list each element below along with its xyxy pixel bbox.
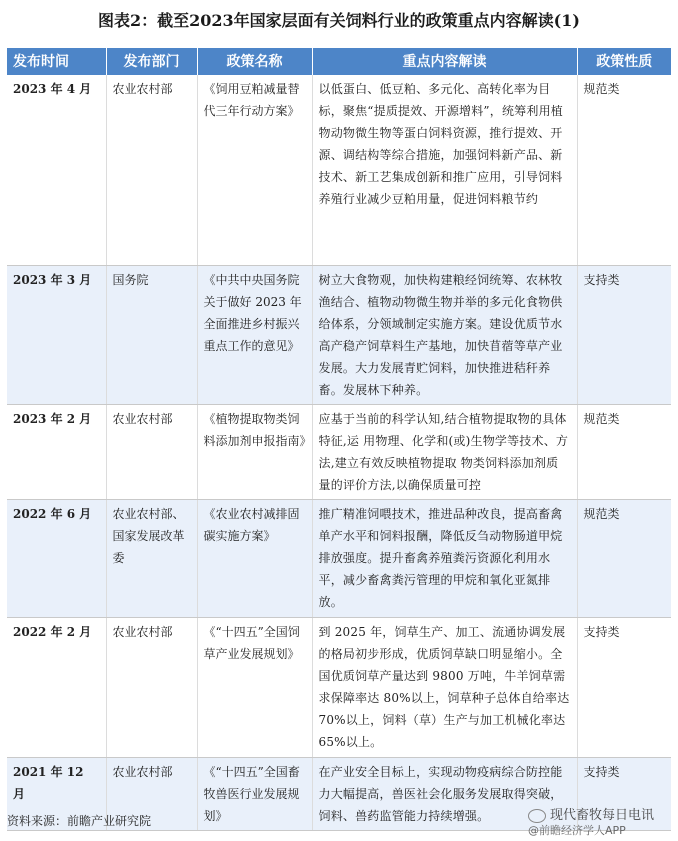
row-policy-name: 《中共中央国务院关于做好 2023 年全面推进乡村振兴重点工作的意见》 bbox=[197, 265, 312, 404]
row-content: 应基于当前的科学认知,结合植物提取物的具体特征,运 用物理、化学和(或)生物学等技术、方法,建立有效反映植物提取 物类饲料添加剂质量的评价方法,以确保质量可控 bbox=[312, 404, 577, 499]
row-policy-name: 《“十四五”全国畜牧兽医行业发展规划》 bbox=[197, 757, 312, 830]
row-dept: 农业农村部 bbox=[106, 75, 197, 265]
row-type: 支持类 bbox=[577, 265, 671, 404]
row-date: 2021 年 12 月 bbox=[7, 757, 106, 830]
watermark-text: 现代畜牧每日电讯 bbox=[550, 808, 655, 823]
row-content: 以低蛋白、低豆粕、多元化、高转化率为目标，聚焦“提质提效、开源增料”，统筹利用植物动物微生物等蛋白饲料资源，推行提效、开源、调结构等综合措施，加强饲料新产品、新技术、新工艺集成创新和推广应用，引导饲料养殖行业减少豆粕用量，促进饲料粮节约 bbox=[312, 75, 577, 265]
table-row bbox=[7, 617, 671, 757]
table-row bbox=[7, 265, 671, 404]
row-policy-name: 《“十四五”全国饲草产业发展规划》 bbox=[197, 617, 312, 757]
row-date: 2022 年 2 月 bbox=[7, 617, 106, 757]
row-type: 支持类 bbox=[577, 617, 671, 757]
row-dept: 农业农村部 bbox=[106, 757, 197, 830]
row-dept: 农业农村部 bbox=[106, 404, 197, 499]
header-name: 政策名称 bbox=[197, 48, 312, 75]
row-content: 树立大食物观，加快构建粮经饲统筹、农林牧渔结合、植物动物微生物并举的多元化食物供给体系，分领域制定实施方案。建设优质节水高产稳产饲草料生产基地，加快苜蓿等草产业发展。大力发展青贮饲料，加快推进秸秆养畜。发展林下种养。 bbox=[312, 265, 577, 404]
row-dept: 农业农村部 bbox=[106, 617, 197, 757]
table-row bbox=[7, 499, 671, 617]
row-policy-name: 《农业农村减排固碳实施方案》 bbox=[197, 499, 312, 617]
watermark-app: @前瞻经济学人APP bbox=[528, 824, 626, 837]
table-row bbox=[7, 75, 671, 265]
row-date: 2023 年 4 月 bbox=[7, 75, 106, 265]
table-header-row bbox=[7, 48, 671, 75]
header-dept: 发布部门 bbox=[106, 48, 197, 75]
header-date: 发布时间 bbox=[7, 48, 106, 75]
watermark bbox=[528, 804, 654, 823]
row-type: 支持类 bbox=[577, 757, 671, 830]
header-type: 政策性质 bbox=[577, 48, 671, 75]
row-date: 2023 年 3 月 bbox=[7, 265, 106, 404]
row-policy-name: 《饲用豆粕减量替代三年行动方案》 bbox=[197, 75, 312, 265]
row-policy-name: 《植物提取物类饲料添加剂申报指南》 bbox=[197, 404, 312, 499]
policy-table bbox=[7, 48, 671, 831]
table-row bbox=[7, 404, 671, 499]
row-content: 在产业安全目标上，实现动物疫病综合防控能力大幅提高，兽医社会化服务发展取得突破，饲料、兽药监管能力持续增强。 bbox=[312, 757, 577, 830]
row-date: 2023 年 2 月 bbox=[7, 404, 106, 499]
row-type: 规范类 bbox=[577, 499, 671, 617]
row-type: 规范类 bbox=[577, 404, 671, 499]
source-note: 资料来源：前瞻产业研究院 bbox=[7, 814, 152, 828]
row-dept: 国务院 bbox=[106, 265, 197, 404]
wechat-icon bbox=[528, 809, 546, 823]
page-title: 图表2：截至2023年国家层面有关饲料行业的政策重点内容解读(1) bbox=[98, 11, 580, 30]
header-content: 重点内容解读 bbox=[312, 48, 577, 75]
row-date: 2022 年 6 月 bbox=[7, 499, 106, 617]
row-content: 到 2025 年，饲草生产、加工、流通协调发展的格局初步形成，优质饲草缺口明显缩小。全国优质饲草产量达到 9800 万吨，牛羊饲草需求保障率达 80%以上，饲草种子总体自给率达 70%以上，饲料（草）生产与加工机械化率达 65%以上。 bbox=[312, 617, 577, 757]
row-type: 规范类 bbox=[577, 75, 671, 265]
row-dept: 农业农村部、国家发展改革委 bbox=[106, 499, 197, 617]
row-content: 推广精准饲喂技术，推进品种改良，提高畜禽单产水平和饲料报酬，降低反刍动物肠道甲烷排放强度。提升畜禽养殖粪污资源化利用水平，减少畜禽粪污管理的甲烷和氧化亚氮排放。 bbox=[312, 499, 577, 617]
